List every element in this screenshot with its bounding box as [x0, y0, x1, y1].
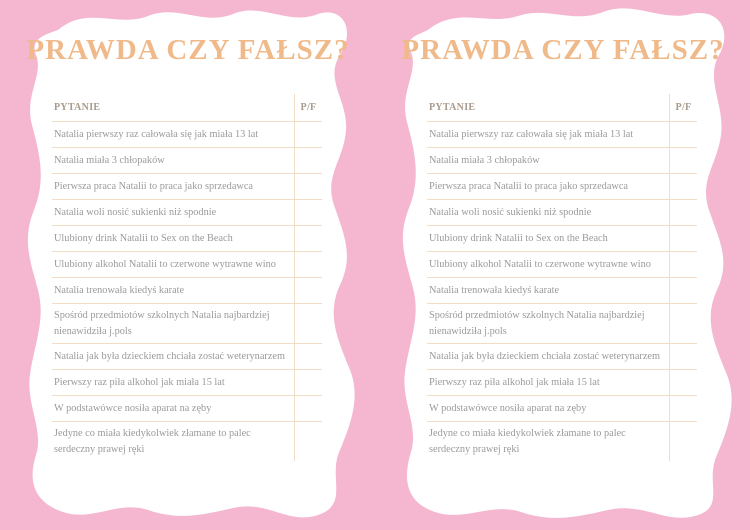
table-row [52, 344, 322, 370]
question-text: Ulubiony alkohol Natalii to czerwone wytrawne wino [54, 258, 276, 270]
table-row [52, 252, 322, 278]
table-row [427, 200, 697, 226]
question-text: Natalia trenowała kiedyś karate [429, 284, 560, 296]
question-text: Pierwszy raz piła alkohol jak miała 15 lat [54, 376, 225, 388]
answer-cell[interactable] [294, 148, 322, 173]
table-row [52, 174, 322, 200]
question-text: Pierwsza praca Natalii to praca jako sprzedawca [429, 180, 628, 192]
question-text: Natalia woli nosić sukienki niż spodnie [429, 206, 592, 218]
answer-cell[interactable] [669, 226, 697, 251]
table-row [52, 278, 322, 304]
answer-cell[interactable] [669, 344, 697, 369]
question-text: Natalia pierwszy raz całowała się jak miała 13 lat [429, 128, 634, 140]
answer-cell[interactable] [294, 304, 322, 343]
question-text: Natalia trenowała kiedyś karate [54, 284, 185, 296]
answer-cell[interactable] [294, 200, 322, 225]
table-row [427, 370, 697, 396]
table-row [427, 304, 697, 344]
column-header-question: PYTANIE [429, 101, 476, 113]
answer-cell[interactable] [669, 174, 697, 199]
table-row [52, 370, 322, 396]
question-text: Natalia woli nosić sukienki niż spodnie [54, 206, 217, 218]
table-row [427, 174, 697, 200]
answer-cell[interactable] [294, 396, 322, 421]
question-text: Ulubiony alkohol Natalii to czerwone wytrawne wino [429, 258, 651, 270]
table-row [427, 226, 697, 252]
table-row [52, 396, 322, 422]
table-row [52, 304, 322, 344]
quiz-card-left [18, 0, 358, 530]
table-header [52, 94, 322, 122]
question-text: Jedyne co miała kiedykolwiek złamane to palec serdeczny prawej ręki [429, 427, 626, 455]
answer-cell[interactable] [294, 174, 322, 199]
table-header [427, 94, 697, 122]
question-text: Natalia jak była dzieckiem chciała zostać weterynarzem [429, 350, 660, 362]
answer-cell[interactable] [669, 422, 697, 461]
table-row [427, 122, 697, 148]
question-text: Natalia pierwszy raz całowała się jak miała 13 lat [54, 128, 259, 140]
answer-cell[interactable] [669, 122, 697, 147]
answer-cell[interactable] [294, 422, 322, 461]
table-row [427, 422, 697, 461]
question-text: Natalia miała 3 chłopaków [54, 154, 165, 166]
table-row [52, 226, 322, 252]
column-header-answer: P/F [669, 94, 697, 121]
question-text: Natalia jak była dzieckiem chciała zostać weterynarzem [54, 350, 285, 362]
answer-cell[interactable] [294, 278, 322, 303]
question-text: Spośród przedmiotów szkolnych Natalia najbardziej nienawidziła j.pols [429, 309, 645, 337]
table-row [427, 396, 697, 422]
question-text: Pierwszy raz piła alkohol jak miała 15 lat [429, 376, 600, 388]
answer-cell[interactable] [669, 278, 697, 303]
answer-cell[interactable] [669, 148, 697, 173]
answer-cell[interactable] [294, 226, 322, 251]
table-row [52, 422, 322, 461]
answer-cell[interactable] [669, 370, 697, 395]
answer-cell[interactable] [294, 252, 322, 277]
table-row [52, 148, 322, 174]
answer-cell[interactable] [669, 200, 697, 225]
question-text: Jedyne co miała kiedykolwiek złamane to palec serdeczny prawej ręki [54, 427, 251, 455]
column-header-answer: P/F [294, 94, 322, 121]
question-text: Ulubiony drink Natalii to Sex on the Beach [54, 232, 233, 244]
table-row [427, 148, 697, 174]
question-text: Pierwsza praca Natalii to praca jako sprzedawca [54, 180, 253, 192]
answer-cell[interactable] [669, 304, 697, 343]
page-title: PRAWDA CZY FAŁSZ? [401, 34, 725, 66]
page-title: PRAWDA CZY FAŁSZ? [26, 34, 350, 66]
table-row [52, 200, 322, 226]
question-text: Ulubiony drink Natalii to Sex on the Beach [429, 232, 608, 244]
quiz-table [52, 94, 322, 461]
answer-cell[interactable] [294, 344, 322, 369]
table-row [427, 278, 697, 304]
question-text: W podstawówce nosiła aparat na zęby [429, 402, 587, 414]
question-text: W podstawówce nosiła aparat na zęby [54, 402, 212, 414]
answer-cell[interactable] [294, 122, 322, 147]
answer-cell[interactable] [669, 252, 697, 277]
table-row [52, 122, 322, 148]
quiz-table [427, 94, 697, 461]
question-text: Spośród przedmiotów szkolnych Natalia najbardziej nienawidziła j.pols [54, 309, 270, 337]
question-text: Natalia miała 3 chłopaków [429, 154, 540, 166]
table-row [427, 252, 697, 278]
answer-cell[interactable] [669, 396, 697, 421]
quiz-card-right [393, 0, 733, 530]
column-header-question: PYTANIE [54, 101, 101, 113]
table-row [427, 344, 697, 370]
answer-cell[interactable] [294, 370, 322, 395]
